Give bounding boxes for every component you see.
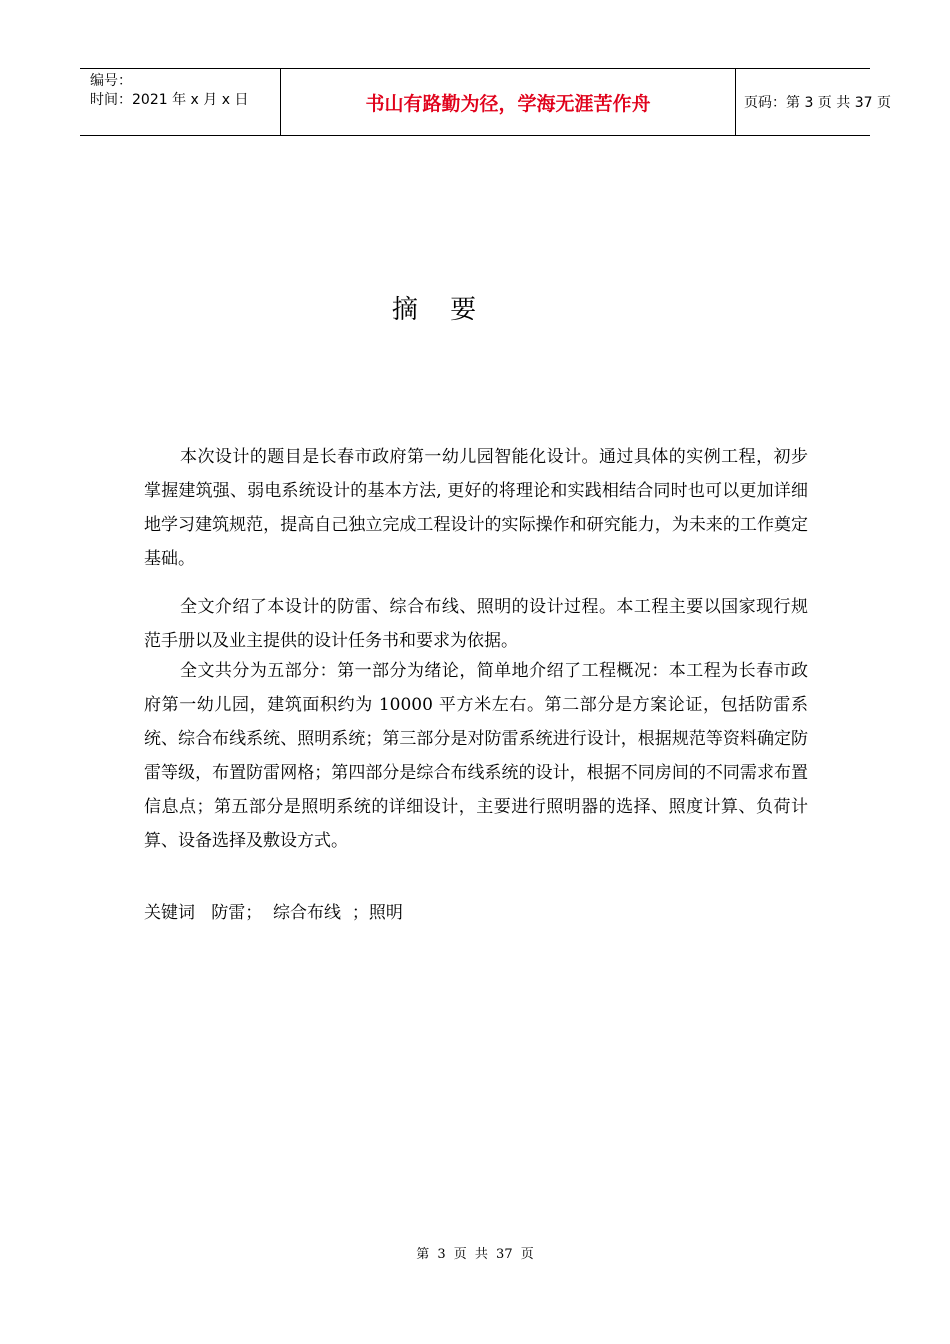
header-info-cell — [80, 69, 281, 135]
header-motto-cell — [281, 69, 736, 135]
motto: 书山有路勤为径，学海无涯苦作舟 — [365, 93, 651, 115]
paragraph: 全文共分为五部分：第一部分为绪论，简单地介绍了工程概况：本工程为长春市政府第一幼儿园，建筑面积约为 10000 平方米左右。第二部分是方案论证，包括防雷系统、综合布线系统、照明系统；第三部分是对防雷系统进行设计，根据规范等资料确定防雷等级，布置防雷网格；第四部分是综合布线系统的设计，根据不同房间的不同需求布置信息点；第五部分是照明系统的详细设计，主要进行照明器的选择、照度计算、负荷计算、设备选择及敷设方式。 — [144, 661, 808, 851]
page-header — [80, 68, 891, 136]
code-label: 编号： — [90, 73, 132, 89]
paragraph: 全文介绍了本设计的防雷、综合布线、照明的设计过程。本工程主要以国家现行规范手册以及业主提供的设计任务书和要求为依据。 — [144, 597, 808, 651]
page-code: 页码：第 3 页 共 37 页 — [744, 95, 891, 111]
paragraph: 本次设计的题目是长春市政府第一幼儿园智能化设计。通过具体的实例工程，初步掌握建筑强、弱电系统设计的基本方法, 更好的将理论和实践相结合同时也可以更加详细地学习建筑规范，提高自己独立完成工程设计的实际操作和研究能力，为未来的工作奠定基础。 — [144, 447, 808, 569]
time-label: 时间：2021 年 x 月 x 日 — [90, 92, 249, 108]
page-footer: 第 3 页 共 37 页 — [416, 1247, 534, 1262]
page-title: 摘 要 — [391, 295, 489, 325]
keywords: 关键词 防雷； 综合布线 ；照明 — [144, 903, 403, 923]
header-page-cell — [736, 69, 891, 135]
